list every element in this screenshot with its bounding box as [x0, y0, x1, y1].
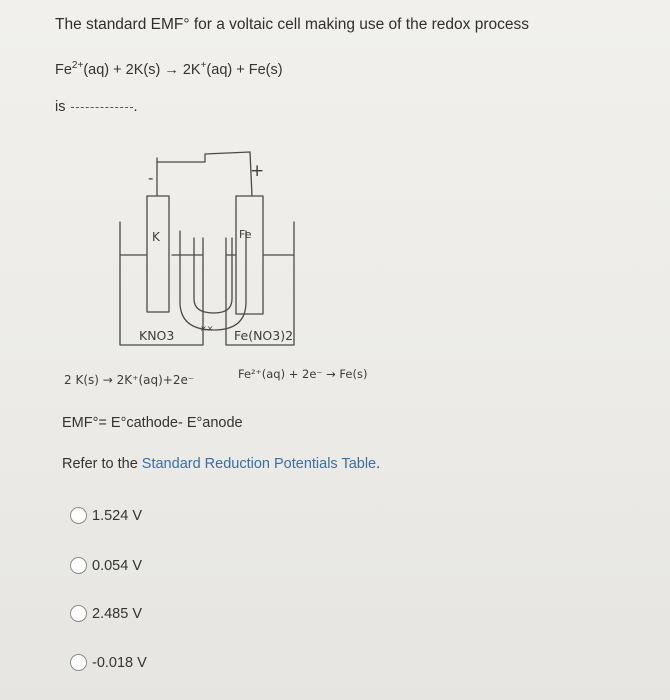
is-label: is: [55, 99, 66, 115]
salt-bridge-mark: ⨯⨯: [200, 324, 214, 333]
fe-label: Fe: [239, 228, 252, 241]
fe-electrode: [236, 196, 263, 314]
answer-option-2-label: 0.054 V: [92, 557, 142, 574]
answer-option-1[interactable]: [70, 507, 142, 524]
blank-period: .: [133, 99, 138, 115]
question-prompt: The standard EMF° for a voltaic cell making use of the redox process: [55, 16, 529, 33]
refer-line: [62, 456, 380, 472]
refer-suffix: .: [376, 456, 381, 472]
kno3-label: KNO3: [139, 328, 175, 343]
fe-no3-label: Fe(NO3)2: [234, 328, 294, 343]
anode-half-reaction: 2 K(s) → 2K⁺(aq)+2e⁻: [64, 373, 195, 387]
standard-reduction-potentials-link[interactable]: Standard Reduction Potentials Table: [141, 456, 377, 472]
k-label: K: [152, 230, 160, 244]
minus-sign: -: [148, 169, 154, 187]
refer-prefix: Refer to the: [62, 456, 142, 472]
radio-button-3[interactable]: [70, 605, 87, 622]
radio-button-1[interactable]: [70, 507, 87, 524]
answer-option-4[interactable]: [70, 654, 147, 671]
reaction-fe-ion: Fe: [55, 62, 72, 78]
reaction-k-charge: +: [200, 60, 207, 71]
reaction-part-1: (aq) + 2K(s): [83, 62, 165, 78]
reaction-arrow: →: [164, 62, 179, 78]
reaction-part-3: (aq) + Fe(s): [206, 62, 283, 78]
emf-formula: EMF°= E°cathode- E°anode: [62, 415, 243, 431]
left-beaker: [120, 222, 203, 345]
reaction-fe-charge: 2+: [71, 60, 84, 71]
answer-option-1-label: 1.524 V: [92, 507, 142, 524]
k-electrode: [147, 196, 169, 312]
radio-button-2[interactable]: [70, 557, 87, 574]
external-wire: [157, 152, 252, 196]
cathode-half-reaction: Fe²⁺(aq) + 2e⁻ → Fe(s): [238, 367, 368, 381]
answer-option-2[interactable]: [70, 557, 142, 574]
answer-option-4-label: -0.018 V: [92, 654, 147, 671]
plus-sign: +: [250, 161, 265, 181]
answer-option-3-label: 2.485 V: [92, 605, 142, 622]
answer-option-3[interactable]: [70, 605, 142, 622]
radio-button-4[interactable]: [70, 654, 87, 671]
reaction-part-2: 2K: [178, 62, 201, 78]
